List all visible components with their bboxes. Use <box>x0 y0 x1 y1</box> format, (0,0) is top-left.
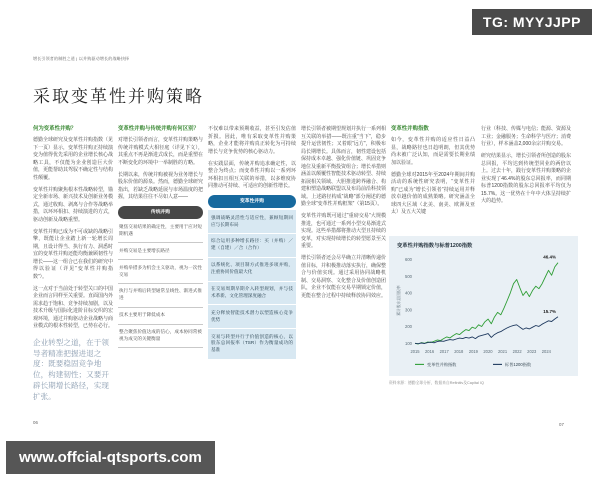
paragraph-list <box>33 137 113 331</box>
x-tick-label: 2020 <box>483 349 493 354</box>
transformative-ma-table <box>208 195 296 360</box>
right-page-column-1 <box>391 126 475 221</box>
x-tick-label: 2021 <box>497 349 508 354</box>
x-tick-label: 2022 <box>512 349 522 354</box>
transformative-ma-table-rows <box>208 210 296 360</box>
x-tick-label: 2019 <box>468 349 478 354</box>
y-tick-label: 400 <box>405 290 412 296</box>
left-page-column-3 <box>208 126 296 360</box>
section-heading-what-is: 何为变革性并购？ <box>33 126 77 132</box>
chart-source-note: 资料来源：德勤全球分析，数据来自Refinitiv及Capital IQ <box>389 381 484 385</box>
table-row: 聚焦交易结果的确定性，主要用于应对短期机遇 <box>118 219 203 243</box>
chart-line-transformative-index <box>415 263 558 344</box>
paragraph-list <box>208 126 296 191</box>
paragraph: 研究结果显示，增长引领者所创造的股东总回报，平均达到传统型同业的两倍以上。过去十年，践行变革性并购策略的企业实现了46.4%的股东总回报率，而同期标普1200指数的股东总回报率平均仅为15.7%。这一优势在十年中大体呈持续扩大的趋势。 <box>481 153 572 204</box>
url-watermark-bar: www.offcial-qtsports.com <box>6 441 215 474</box>
paragraph: 变革性并购已成为不可或缺的战略引擎，既能让企业踏上新一轮增长周期，且设计得当、执行有力、洞悉时宜的变革性并购还能均衡兼顾韧性与增长——这一组合已在我们的研究中得以验证（详见“变革性并购指数”）。 <box>33 228 114 280</box>
paragraph-list <box>301 126 386 300</box>
table-row: 强调战略灵活性与适应性，兼顾短期回应与长期布局 <box>208 210 296 234</box>
table-row: 交易与转型并行于价值创造的核心，以股东总回报率（TSR）作为衡量成功的基准 <box>208 329 296 360</box>
right-page-column-2 <box>481 126 571 210</box>
traditional-ma-table <box>118 206 203 348</box>
traditional-ma-table-header: 传统并购 <box>118 206 203 219</box>
section-heading-index: 变革性并购指数 <box>391 126 429 132</box>
paragraph: 长期以来，传统并购被视为业务增长与股东价值的源泉。然而，德勤全球研究指出，若缺乏战略延展与市场温度的把握，其结果往往不尽如人意—— <box>118 171 204 201</box>
paragraph: 这一点对于当前处于转型关口的中国企业而言同样至关重要。直面国内外需求趋于饱和、竞争持续加剧，以及技术升级与国际化进阶目标交织的宏观环境，通过并购驱动企业战略与商业模式的根本性转型，已势在必行。 <box>33 285 114 330</box>
index-line-chart <box>395 251 572 369</box>
chart-title: 变革性并购指数与标普1200指数 <box>397 243 473 249</box>
paragraph-list <box>118 137 203 202</box>
x-tick-label: 2015 <box>410 349 420 354</box>
section-heading-difference: 变革性并购与传统并购有何区别？ <box>118 126 199 132</box>
y-tick-label: 500 <box>405 273 412 279</box>
y-tick-label: 600 <box>405 256 412 262</box>
paragraph: 增长引领者被期望规划并执行一系列相互关联的举措——既注重“当下”，稳步提升运营韧性；又着眼“远方”，积极布局长期增长。具体而言，韧性建设包括保持成本卓越、强化价值链、巩固竞争地位及重新平衡投资组合；增长举措则涵盖以颠覆性智能技术驱动转型、持续拓展相关领域、大胆推进跨界融合、构建和塑造战略联盟以及布局前沿科技领域。上述路径构成“战略”部分阐述的德勤全球“变革性并购框架”（第15页）。 <box>301 126 387 207</box>
paragraph: 不仅难以带来预期收益，甚至引发估值折损。因此，唯有采取变革性并购策略，企业才能将并购真正转化为可持续增长与竞争优势的核心驱动力。 <box>208 126 296 155</box>
left-page-column-2 <box>118 126 203 348</box>
end-value-annotation: 46.4% <box>543 254 556 260</box>
y-tick-label: 300 <box>405 307 412 313</box>
table-row: 整合聚焦价值达成的信心，成本协同常被视为成交的关键衡量 <box>118 325 203 349</box>
end-value-annotation: 15.7% <box>543 308 556 314</box>
running-header: 增长引领者的制胜之道 | 以并购驱动增长的战略抉择 <box>33 56 130 61</box>
table-row: 执行与并购后转型通常呈线性、渐进式推进 <box>118 284 203 308</box>
legend-label: 变革性并购指数 <box>427 362 457 367</box>
x-tick-label: 2017 <box>439 349 449 354</box>
tg-watermark-badge: TG: MYYJJPP <box>472 9 592 35</box>
paragraph: 在实践层面，传统并购追求确定性，以整合为终点；而变革性并购以一系列环环相扣且相互关联的举措，以多维度协同推动可持续、可适应的创新性增长。 <box>208 160 296 189</box>
x-tick-label: 2016 <box>425 349 435 354</box>
paragraph: 变革性并购既可通过“重磅交易”大规模推进，也可通过一系列小型交易渐进式实现。这些举措都将推动大型且持续的变革，对实现持续增长的转型愿景至关重要。 <box>301 213 387 249</box>
table-row: 并购举措多为机会主义驱动，视为一次性交易 <box>118 260 203 284</box>
y-tick-label: 100 <box>405 340 412 346</box>
page-number-left: 06 <box>33 420 38 425</box>
pull-quote: 企业转型之道，在于领导者精准把握进退之度：既要稳固竞争地位，构建韧性；又要开辟长期增长路径，实现扩张。 <box>33 337 109 401</box>
table-row: 在交易周期早期介入转型规划，并与技术革新、文化管理深度融合 <box>208 282 296 306</box>
y-tick-label: 200 <box>405 324 412 330</box>
table-row: 技术主要用于降低成本 <box>118 308 203 325</box>
paragraph: 对增长引领者而言，变革性并购策略与传统并购模式大相径庭（详见下文），其重点不再是渐进式成长，而是重塑在不断变化的环境中一举制胜的方略。 <box>118 137 204 166</box>
paragraph: 变革性并购聚焦根本性战略转型，锚定全新市场、新兴技术及创新业务模式，通过收购、剥离与合作等战略举措，以环环相扣、持续演进的方式，驱动创新及战略重塑。 <box>33 186 114 223</box>
table-row: 充分释放智能技术潜力以塑造核心竞争优势 <box>208 305 296 329</box>
x-tick-label: 2018 <box>454 349 464 354</box>
page-title: 采取变革性并购策略 <box>33 87 204 107</box>
index-chart-card <box>389 236 578 376</box>
x-tick-label: 2024 <box>541 349 551 354</box>
paragraph: 增长引领者还会尽早确立并清晰传递价值目标，并积极推动落实执行，确保整合与价值实现。通过采用协同战略机制、交易洞察、文化整合及价值创造团队，企业不仅能在交易早期锁定价值，更能在整合过程中持续释放协同效应。 <box>301 255 387 299</box>
table-row: 综合运用多种增长路径：买（并购）／建（自建）／合（合作） <box>208 234 296 258</box>
x-tick-label: 2023 <box>527 349 537 354</box>
paragraph: 德勤全球研究及变革性并购指数（见下一页）显示，变革性并购正持续演变为值得优先采用的企业增长核心战略工具，不仅能为企业创造巨大价值，更能帮助其驾驭不确定性与结构性颠覆。 <box>33 137 114 181</box>
left-page-column-4 <box>301 126 386 305</box>
page-number-right: 07 <box>559 422 564 427</box>
paragraph: 德勤全球对2015年至2024年期间并购活动的系统性研究表明，“变革性并购”已成为“增长引领者”持续运用并释放卓越价值的成熟策略。研究涵盖全球四大区域（北美、南美、欧洲及亚太）及五大关键 <box>391 171 475 216</box>
paragraph-list <box>481 126 571 206</box>
paragraph: 如今，变革性并购的适应性日益凸显，战略路径也日趋明朗，但其优势尚未被广泛认知，而是需要长期业绩加以验证。 <box>391 137 475 166</box>
transformative-ma-table-header: 变革性并购 <box>208 195 296 208</box>
paragraph-list <box>391 137 475 217</box>
table-row: 并购交易是主要增长路径 <box>118 243 203 260</box>
paragraph: 行业（科技、传媒与电信；能源、资源及工业；金融服务；生命科学与医疗；消费行业），样本涵盖2,000余宗并购交易。 <box>481 126 572 147</box>
legend-label: 标普1200指数 <box>505 362 532 367</box>
y-axis-label: 累计股东总回报率 <box>397 285 401 316</box>
traditional-ma-table-rows <box>118 219 203 348</box>
left-page-column-1 <box>33 126 113 402</box>
table-row: 以系统化、项目制方式推进多项并购，注重协同价值最大化 <box>208 258 296 282</box>
